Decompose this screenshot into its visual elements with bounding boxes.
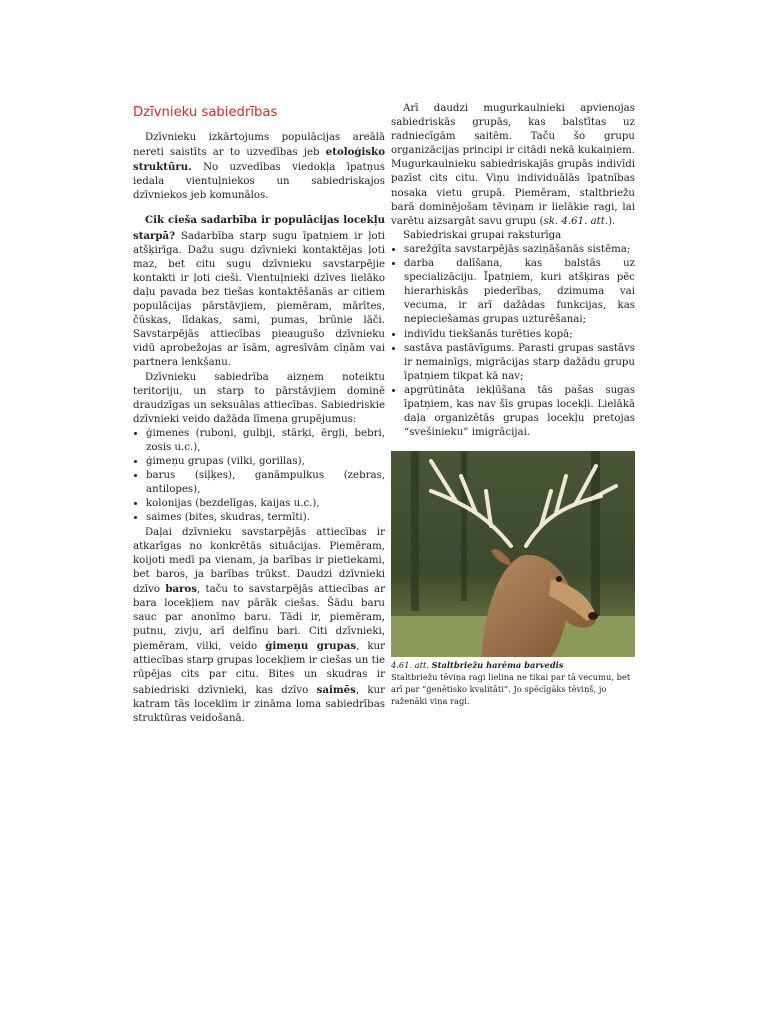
intro-paragraph: Dzīvnieku izkārtojums populācijas areālā nereti saistīts ar to uzvedības jeb etoloģisko struktūru. No uzvedības viedokļa īpatņus iedala vientuļniekos un sabiedriskajos dzīvniekos jeb komunālos. <box>133 132 385 202</box>
list-item: • apgrūtināta iekļūšana tās pašas sugas īpatņiem, kas nav šīs grupas locekļi. Lielākā daļa organizētās grupas locekļu pretojas “svešinieku” imigrācijai. <box>404 384 635 440</box>
figure-caption <box>391 659 637 707</box>
red-deer-illustration <box>391 451 635 657</box>
list-item: • sastāva pastāvīgums. Parasti grupas sastāvs ir nemainīgs, migrācijas starp dažādu grupu īpatņiem tikpat kā nav; <box>404 342 635 384</box>
list-item: • sarežģīta savstarpējās saziņāšanās sistēma; <box>404 243 635 257</box>
figure-title: Staltbriežu harēma barvedis <box>431 660 564 670</box>
list-item: • indivīdu tiekšanās turēties kopā; <box>404 328 635 342</box>
question-paragraph: Cik cieša sadarbība ir populācijas locekļu starpā? Sadarbība starp sugu īpatņiem ir ļoti atšķirīga. Dažu sugu dzīvnieki kontaktējas ļoti maz, bet citu sugu dzīvnieku savstarpējie kontakti ir ļoti cieši. Vientuļnieki dzīves lielāko daļu pavada bez tiešas kontaktēšanās ar citiem populācijas pārstāvjiem, piemēram, mārītes, čūskas, līdakas, sami, pumas, brūnie lāči. Savstarpējās attiecības pieaugušo dzīvnieku vidū aprobežojas ar īsām, agresīvām cīņām vai partnera lenkšanu. <box>133 214 385 369</box>
groups-list <box>133 427 385 526</box>
groups-paragraph: Dzīvnieku sabiedrība aizņem noteiktu teritoriju, un starp to pārstāvjiem dominē draudzīgas un seksuālas attiecības. Sabiedriskie dzīvnieki veido dažāda līmeņa grupējumus: <box>133 371 385 425</box>
figure-reference: sk. 4.61. att. <box>543 215 609 227</box>
list-title: Sabiedriskai grupai raksturīga <box>403 229 562 241</box>
relations-paragraph: Daļai dzīvnieku savstarpējās attiecības ir atkarīgas no konkrētās situācijas. Piemēram, koijoti medī pa vienam, ja barības ir pietiekami, bet baros, ja barības trūkst. Daudzi dzīvnieki dzīvo baros, taču to savstarpējās attiecības ar bara locekļiem nav pārāk ciešas. Šādu baru sauc par anonīmo baru. Tādi ir, piemēram, putnu, zivju, arī delfīnu bari. Citi dzīvnieki, piemēram, vilki, veido ģimeņu grupas, kur attiecības starp grupas locekļiem ir ciešas un tie rūpējas cits par citu. Bites un skudras ir sabiedriski dzīvnieki, kas dzīvo saimēs, kur katram tās loceklim ir zināma loma sabiedrības struktūras veidošanā. <box>133 526 385 724</box>
caption-text: Staltbriežu tēviņa ragi lielina ne tikai par tā vecumu, bet arī par “ģenētisko kvalitāti”. Jo spēcīgāks tēviņš, jo raženāki viņa ragi. <box>391 672 631 706</box>
list-item: • ģimenes (ruboņi, gulbji, stārķi, ērgļi, bebri, zosis u.c.), <box>146 427 385 455</box>
traits-list <box>391 243 635 440</box>
list-item: • saimes (bites, skudras, termīti). <box>146 511 385 525</box>
right-column <box>391 102 635 440</box>
list-item: • ģimeņu grupas (vilki, gorillas), <box>146 455 385 469</box>
list-item: • kolonijas (bezdelīgas, kaijas u.c.), <box>146 497 385 511</box>
list-item: • barus (siļķes), ganāmpulkus (zebras, antilopes), <box>146 469 385 497</box>
figure-label: 4.61. att. <box>391 660 430 670</box>
left-column <box>133 102 385 726</box>
vertebrates-paragraph: Arī daudzi mugurkaulnieki apvienojas sabiedriskās grupās, kas balstītas uz radniecīgām saitēm. Taču šo grupu organizācijas principi ir citādi nekā kukaiņiem. Mugurkaulnieku sabiedriskajās grupās indivīdi pazīst cits citu. Viņu individuālās īpatnības nosaka vietu grupā. Piemēram, staltbriežu barā dominējošam tēviņam ir lielākie ragi, lai varētu aizsargāt savu grupu (sk. 4.61. att.). <box>391 103 635 227</box>
section-heading: Dzīvnieku sabiedrības <box>133 105 278 120</box>
caption-heading <box>391 659 637 671</box>
deer-photo <box>391 451 635 657</box>
list-item: • darba dalīšana, kas balstās uz specializāciju. Īpatņiem, kuri atšķiras pēc hierarhiskās piederības, dzimuma vai vecuma, ir arī dažādas funkcijas, kas nepieciešamas grupas uzturēšanai; <box>404 257 635 327</box>
